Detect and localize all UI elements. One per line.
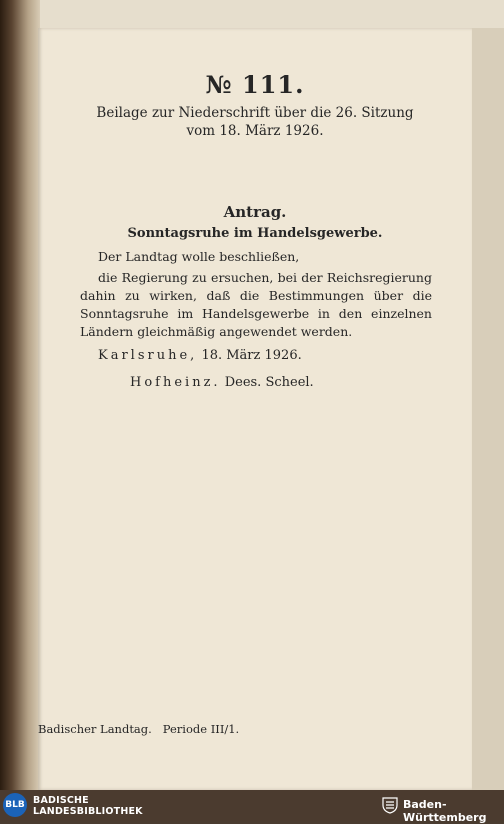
- supplement-line-1: Beilage zur Niederschrift über die 26. Sitzung: [96, 105, 414, 121]
- state-name: Baden-Württemberg: [403, 798, 487, 824]
- library-name-line-2: LANDESBIBLIOTHEK: [33, 806, 143, 817]
- date: 18. März 1926.: [201, 348, 302, 363]
- footer-period: Periode III/1.: [162, 722, 240, 736]
- document-sheet: [38, 28, 472, 790]
- blb-logo[interactable]: BLB: [3, 793, 27, 817]
- signatories: [130, 375, 314, 390]
- footer-publication: Badischer Landtag.: [38, 722, 152, 736]
- document-title: Antrag.: [223, 203, 287, 221]
- library-name-line-1: BADISCHE: [33, 795, 89, 806]
- supplement-line-2: vom 18. März 1926.: [186, 123, 324, 139]
- page-footer: [38, 722, 239, 736]
- sheet-edge: [470, 28, 504, 790]
- body-line-3: Sonntagsruhe im Handelsgewerbe in den einzelnen: [80, 306, 432, 321]
- place-date-line: [98, 348, 302, 363]
- document-subtitle: Sonntagsruhe im Handelsgewerbe.: [127, 226, 383, 241]
- baden-wuerttemberg-crest-icon[interactable]: [381, 796, 399, 814]
- signers-rest: Dees. Scheel.: [224, 375, 314, 390]
- place-name: Karlsruhe,: [98, 348, 198, 363]
- body-line-2: dahin zu wirken, daß die Bestimmungen über die: [80, 288, 432, 303]
- intro-line: Der Landtag wolle beschließen,: [98, 249, 300, 264]
- document-number: № 111.: [205, 70, 305, 99]
- body-line-4: Ländern gleichmäßig angewendet werden.: [80, 324, 353, 339]
- book-gutter: [0, 0, 40, 790]
- signer-hofheinz: Hofheinz.: [130, 375, 221, 390]
- body-line-1: die Regierung zu ersuchen, bei der Reichsregierung: [98, 270, 432, 285]
